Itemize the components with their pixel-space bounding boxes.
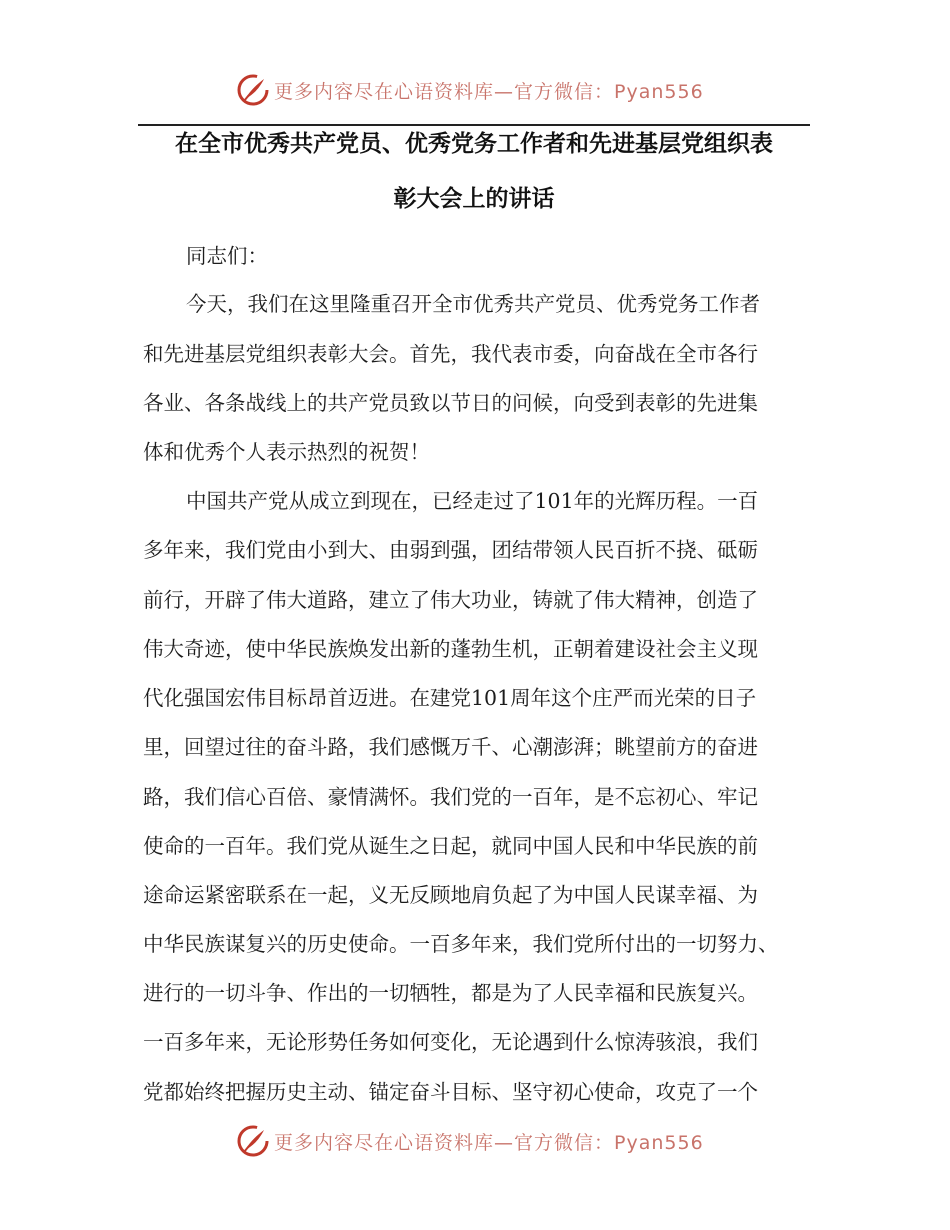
header-rule — [138, 124, 810, 126]
body-line: 党都始终把握历史主动、锚定奋斗目标、坚守初心使命，攻克了一个 — [143, 1080, 758, 1104]
watermark-text: 更多内容尽在心语资料库—官方微信：Pyan556 — [274, 80, 704, 103]
feather-logo-icon — [236, 73, 270, 107]
body-line: 路，我们信心百倍、豪情满怀。我们党的一百年，是不忘初心、牢记 — [143, 785, 758, 809]
header-watermark — [236, 70, 704, 110]
body-line: 途命运紧密联系在一起，义无反顾地肩负起了为中国人民谋幸福、为 — [143, 883, 758, 907]
footer-watermark — [236, 1121, 704, 1161]
body-line: 中华民族谋复兴的历史使命。一百多年来，我们党所付出的一切努力、 — [143, 932, 779, 956]
body-line: 一百多年来，无论形势任务如何变化，无论遇到什么惊涛骇浪，我们 — [143, 1030, 758, 1054]
body-line: 使命的一百年。我们党从诞生之日起，就同中国人民和中华民族的前 — [143, 834, 758, 858]
body-line: 伟大奇迹，使中华民族焕发出新的蓬勃生机，正朝着建设社会主义现 — [143, 637, 758, 661]
body-line: 中国共产党从成立到现在，已经走过了101年的光辉历程。一百 — [186, 489, 759, 513]
watermark-text: 更多内容尽在心语资料库—官方微信：Pyan556 — [274, 1131, 704, 1154]
feather-logo-icon — [236, 1124, 270, 1158]
body-line: 里，回望过往的奋斗路，我们感慨万千、心潮澎湃；眺望前方的奋进 — [143, 735, 758, 759]
salutation: 同志们： — [186, 244, 268, 268]
body-line: 前行，开辟了伟大道路，建立了伟大功业，铸就了伟大精神，创造了 — [143, 588, 758, 612]
body-line: 代化强国宏伟目标昂首迈进。在建党101周年这个庄严而光荣的日子 — [143, 686, 757, 710]
document-title-line-1: 在全市优秀共产党员、优秀党务工作者和先进基层党组织表 — [175, 131, 773, 157]
body-line: 进行的一切斗争、作出的一切牺牲，都是为了人民幸福和民族复兴。 — [143, 981, 758, 1005]
body-line: 和先进基层党组织表彰大会。首先，我代表市委，向奋战在全市各行 — [143, 342, 758, 366]
body-line: 今天，我们在这里隆重召开全市优秀共产党员、优秀党务工作者 — [186, 292, 760, 316]
body-line: 体和优秀个人表示热烈的祝贺！ — [143, 440, 430, 464]
document-title-line-2: 彰大会上的讲话 — [393, 186, 555, 212]
body-line: 各业、各条战线上的共产党员致以节日的问候，向受到表彰的先进集 — [143, 391, 758, 415]
body-line: 多年来，我们党由小到大、由弱到强，团结带领人民百折不挠、砥砺 — [143, 538, 758, 562]
